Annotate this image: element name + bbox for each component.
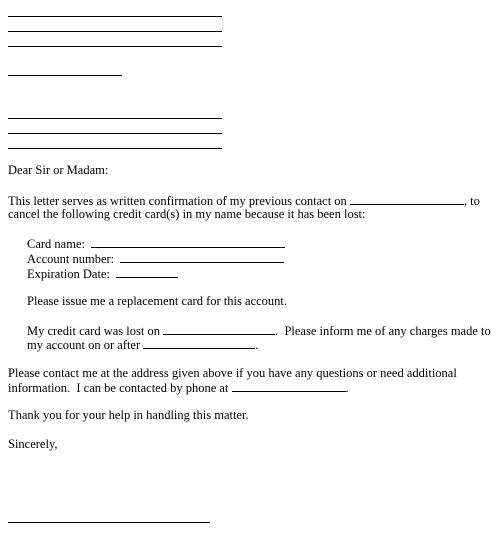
salutation: Dear Sir or Madam: bbox=[8, 163, 109, 177]
lost-on-text: My credit card was lost on bbox=[27, 324, 160, 338]
lost-info-text-end: . Please inform me of any charges made to bbox=[275, 324, 491, 338]
intro-paragraph-line-1 bbox=[8, 193, 480, 208]
expiration-date-label: Expiration Date: bbox=[27, 267, 110, 281]
lost-info-line-2 bbox=[27, 337, 258, 352]
closing: Sincerely, bbox=[8, 437, 58, 451]
lost-info-line-1 bbox=[27, 323, 491, 338]
account-number-row bbox=[27, 251, 284, 266]
intro-text-end: , to bbox=[463, 194, 480, 208]
thanks-line: Thank you for your help in handling this matter. bbox=[8, 408, 249, 422]
account-number-label: Account number: bbox=[27, 252, 115, 266]
recipient-address-line-3[interactable] bbox=[8, 148, 222, 149]
charges-after-date-blank[interactable] bbox=[143, 337, 255, 349]
charges-after-text: my account on or after bbox=[27, 338, 141, 352]
recipient-address-line-2[interactable] bbox=[8, 133, 222, 134]
contact-paragraph-line-2 bbox=[8, 380, 349, 395]
sender-address-line-3[interactable] bbox=[8, 46, 222, 47]
lost-date-blank[interactable] bbox=[163, 323, 275, 335]
phone-number-blank[interactable] bbox=[232, 380, 346, 392]
charges-after-text-end: . bbox=[255, 338, 259, 352]
sender-address-line-2[interactable] bbox=[8, 31, 222, 32]
expiration-date-blank[interactable] bbox=[116, 266, 178, 278]
card-name-label: Card name: bbox=[27, 237, 85, 251]
sender-address-line-1[interactable] bbox=[8, 16, 222, 17]
account-number-blank[interactable] bbox=[120, 251, 284, 263]
contact-phone-text-end: . bbox=[345, 381, 349, 395]
date-line[interactable] bbox=[8, 75, 122, 76]
card-name-blank[interactable] bbox=[91, 236, 285, 248]
card-name-row bbox=[27, 236, 285, 251]
intro-text: This letter serves as written confirmation of my previous contact on bbox=[8, 194, 347, 208]
contact-phone-text: information. I can be contacted by phone at bbox=[8, 381, 229, 395]
intro-paragraph-line-2: cancel the following credit card(s) in my name because it has been lost: bbox=[8, 207, 366, 221]
expiration-date-row bbox=[27, 266, 178, 281]
contact-paragraph-line-1: Please contact me at the address given above if you have any questions or need additional bbox=[8, 366, 457, 380]
signature-line[interactable] bbox=[8, 522, 210, 523]
replacement-request: Please issue me a replacement card for this account. bbox=[27, 294, 287, 308]
previous-contact-date-blank[interactable] bbox=[350, 193, 464, 205]
recipient-address-line-1[interactable] bbox=[8, 118, 222, 119]
